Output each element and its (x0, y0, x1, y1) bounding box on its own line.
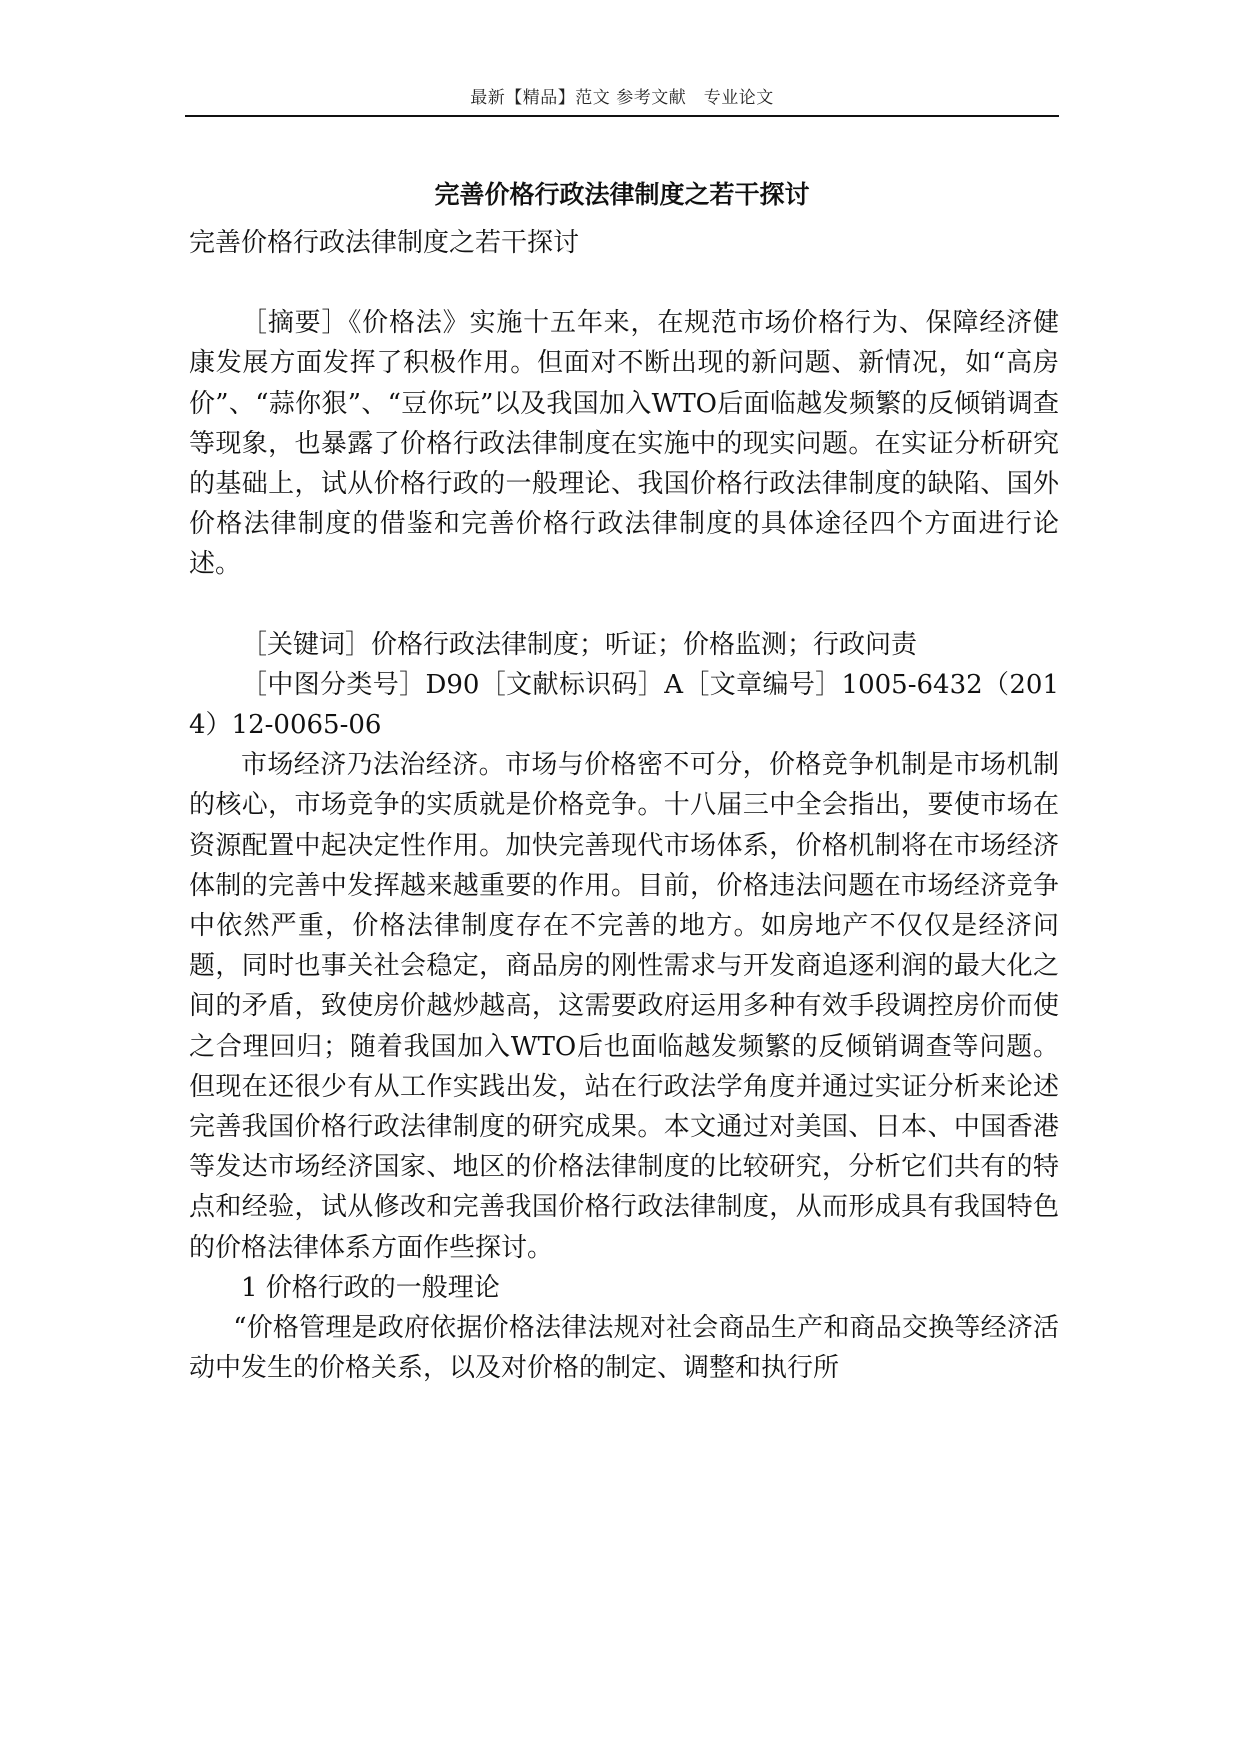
classification-paragraph: ［中图分类号］D90［文献标识码］A［文章编号］1005-6432（2014）12-0065-06 (189, 669, 1059, 741)
abstract-paragraph: ［摘要］《价格法》实施十五年来，在规范市场价格行为、保障经济健康发展方面发挥了积极作用。但面对不断出现的新问题、新情况，如“高房价”、“蒜你狠”、“豆你玩”以及我国加入WTO后面临越发频繁的反倾销调查等现象，也暴露了价格行政法律制度在实施中的现实问题。在实证分析研究的基础上，试从价格行政的一般理论、我国价格行政法律制度的缺陷、国外价格法律制度的借鉴和完善价格行政法律制度的具体途径四个方面进行论述。 (189, 308, 1059, 580)
keywords-paragraph: ［关键词］价格行政法律制度；听证；价格监测；行政问责 (241, 629, 918, 660)
document-title: 完善价格行政法律制度之若干探讨 (434, 179, 810, 209)
document-subtitle: 完善价格行政法律制度之若干探讨 (189, 228, 580, 258)
document-body (189, 223, 1059, 1388)
section-paragraph: “价格管理是政府依据价格法律法规对社会商品生产和商品交换等经济活动中发生的价格关系，以及对价格的制定、调整和执行所 (189, 1313, 1059, 1384)
intro-paragraph: 市场经济乃法治经济。市场与价格密不可分，价格竞争机制是市场机制的核心，市场竞争的实质就是价格竞争。十八届三中全会指出，要使市场在资源配置中起决定性作用。加快完善现代市场体系，价格机制将在市场经济体制的完善中发挥越来越重要的作用。目前，价格违法问题在市场经济竞争中依然严重，价格法律制度存在不完善的地方。如房地产不仅仅是经济问题，同时也事关社会稳定，商品房的刚性需求与开发商追逐利润的最大化之间的矛盾，致使房价越炒越高，这需要政府运用多种有效手段调控房价而使之合理回归；随着我国加入WTO后也面临越发频繁的反倾销调查等问题。但现在还很少有从工作实践出发，站在行政法学角度并通过实证分析来论述完善我国价格行政法律制度的研究成果。本文通过对美国、日本、中国香港等发达市场经济国家、地区的价格法律制度的比较研究，分析它们共有的特点和经验，试从修改和完善我国价格行政法律制度，从而形成具有我国特色的价格法律体系方面作些探讨。 (189, 750, 1059, 1263)
section-heading: 1 价格行政的一般理论 (241, 1272, 500, 1303)
page-header: 最新【精品】范文 参考文献 专业论文 (470, 88, 774, 108)
header-divider (185, 115, 1059, 117)
